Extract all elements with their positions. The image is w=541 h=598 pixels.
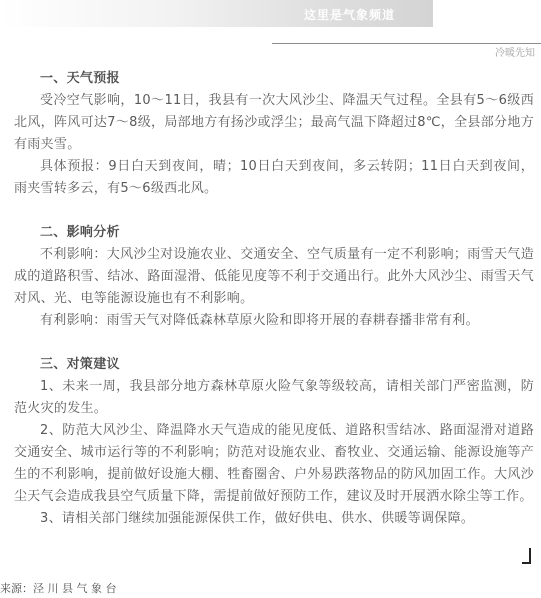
end-corner-mark	[522, 548, 531, 564]
subtitle-text: 冷暖先知	[495, 48, 535, 59]
source-credit: 来源：泾 川 县 气 象 台	[0, 582, 117, 595]
impact-paragraph-1: 不利影响：大风沙尘对设施农业、交通安全、空气质量有一定不利影响；雨雪天气造成的道路积雪、结冰、路面湿滑、低能见度等不利于交通出行。此外大风沙尘、雨雪天气对风、光、电等能源设施也有不利影响。	[14, 247, 534, 306]
article-body	[14, 68, 534, 530]
impact-paragraph-2: 有利影响：雨雪天气对降低森林草原火险和即将开展的春耕春播非常有利。	[40, 313, 479, 328]
advice-paragraph-2: 2、防范大风沙尘、降温降水天气造成的能见度低、道路积雪结冰、路面湿滑对道路交通安全、城市运行等的不利影响；防范对设施农业、畜牧业、交通运输、能源设施等产生的不利影响，提前做好设施大棚、牲畜圈舍、户外易跌落物品的防风加固工作。大风沙尘天气会造成我县空气质量下降，需提前做好预防工作，建议及时开展洒水除尘等工作。	[14, 423, 534, 504]
section-heading-forecast: 一、天气预报	[40, 71, 120, 86]
forecast-paragraph-1: 受冷空气影响，10～11日，我县有一次大风沙尘、降温天气过程。全县有5～6级西北风，阵风可达7～8级，局部地方有扬沙或浮尘；最高气温下降超过8℃，全县部分地方有雨夹雪。	[14, 93, 534, 152]
channel-banner	[0, 0, 433, 27]
forecast-paragraph-2: 具体预报：9日白天到夜间，晴；10日白天到夜间，多云转阴；11日白天到夜间，雨夹雪转多云，有5～6级西北风。	[14, 159, 534, 196]
section-heading-impact: 二、影响分析	[40, 225, 120, 240]
banner-title: 这里是气象频道	[304, 8, 396, 22]
section-heading-advice: 三、对策建议	[40, 357, 120, 372]
advice-paragraph-1: 1、未来一周，我县部分地方森林草原火险气象等级较高，请相关部门严密监测，防范火灾的发生。	[14, 379, 534, 416]
advice-paragraph-3: 3、请相关部门继续加强能源保供工作，做好供电、供水、供暖等调保障。	[40, 511, 475, 526]
